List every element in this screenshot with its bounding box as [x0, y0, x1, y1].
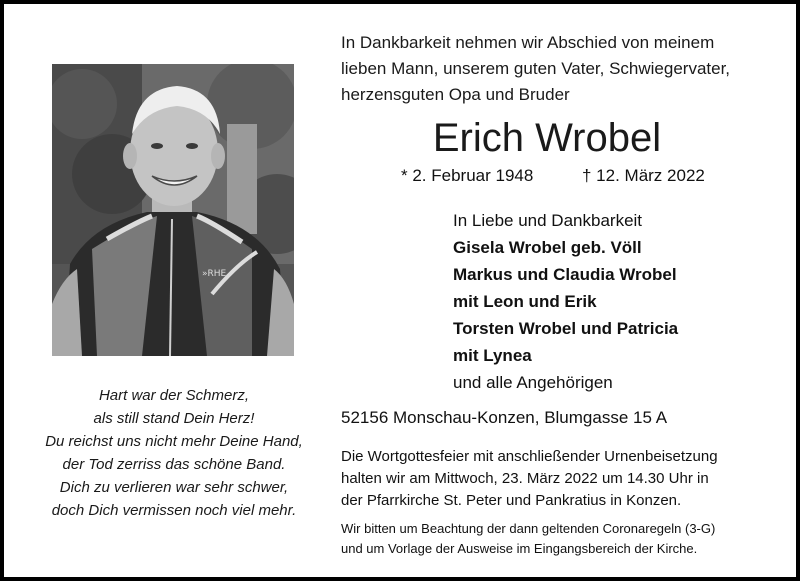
corona-notice [341, 519, 715, 559]
birth-date: * 2. Februar 1948 [401, 166, 534, 185]
deceased-name: Erich Wrobel [432, 116, 662, 160]
poem-line: Du reichst uns nicht mehr Deine Hand, [45, 433, 303, 450]
poem [24, 384, 324, 522]
service-line: Die Wortgottesfeier mit anschließender Urnenbeisetzung [341, 448, 718, 465]
corona-line: Wir bitten um Beachtung der dann geltenden Coronaregeln (3-G) [341, 521, 716, 536]
poem-line: doch Dich vermissen noch viel mehr. [51, 502, 297, 519]
mourners-list [453, 207, 678, 396]
service-line: halten wir am Mittwoch, 23. März 2022 um 14.30 Uhr in [341, 470, 709, 487]
family-address: 52156 Monschau-Konzen, Blumgasse 15 A [341, 408, 668, 427]
mourners-intro: In Liebe und Dankbarkeit [453, 211, 643, 230]
jersey-logo: »RHE [202, 269, 227, 279]
poem-line: Hart war der Schmerz, [98, 387, 250, 404]
mourner-name: Markus und Claudia Wrobel [453, 265, 677, 284]
corona-line: und um Vorlage der Ausweise im Eingangsbereich der Kirche. [341, 541, 698, 556]
poem-line: Dich zu verlieren war sehr schwer, [59, 479, 289, 496]
intro-line: In Dankbarkeit nehmen wir Abschied von meinem [341, 33, 715, 52]
intro-text [341, 30, 730, 108]
mourner-name: mit Leon und Erik [453, 292, 597, 311]
funeral-service-info [341, 446, 718, 512]
service-line: der Pfarrkirche St. Peter und Pankratius in Konzen. [341, 492, 682, 509]
intro-line: herzensguten Opa und Bruder [341, 85, 570, 104]
portrait-photo [52, 64, 294, 356]
poem-line: der Tod zerriss das schöne Band. [62, 456, 286, 473]
mourner-name: Gisela Wrobel geb. Völl [453, 238, 642, 257]
intro-line: lieben Mann, unserem guten Vater, Schwiegervater, [341, 59, 731, 78]
poem-line: als still stand Dein Herz! [93, 410, 255, 427]
death-date: † 12. März 2022 [582, 166, 705, 185]
mourners-closing: und alle Angehörigen [453, 373, 613, 392]
mourner-name: mit Lynea [453, 346, 532, 365]
mourner-name: Torsten Wrobel und Patricia [453, 319, 679, 338]
